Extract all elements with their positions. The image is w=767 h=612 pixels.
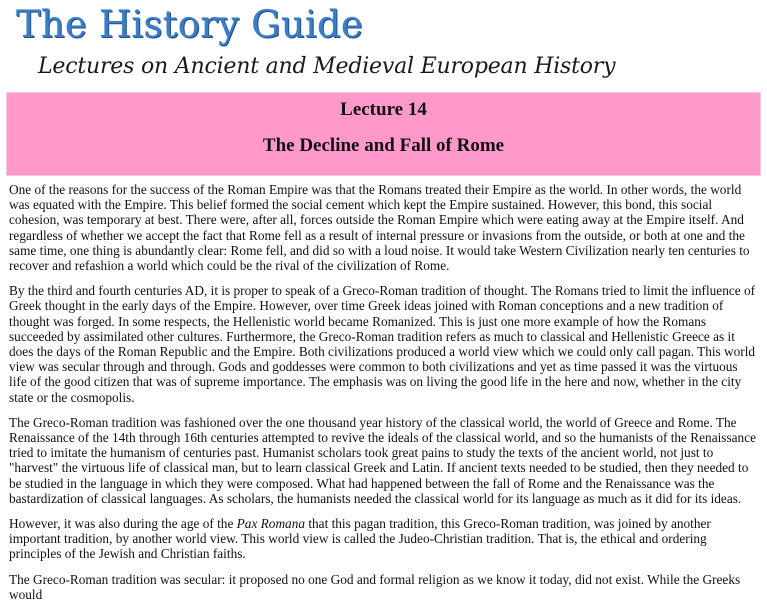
lecture-title-heading: The Decline and Fall of Rome [262,135,505,156]
paragraph-2: By the third and fourth centuries AD, it is proper to speak of a Greco-Roman tradition of thought. The Romans tried to limit the influence of Greek thought in the early days of the Empire. However, over time Greek ideas joined with Roman conceptions and a new tradition of thought was forged. In some respects, the Hellenistic world became Romanized. This is just one more example of how the Romans succeeded by assimilated other cultures. Furthermore, the Greco-Roman tradition refers as much to classical and Hellenistic Greece as it does the days of the Roman Republic and the Empire. Both civilizations produced a world view which we could only call pagan. This world view was secular through and through. Gods and goddesses were common to both civilizations and yet as time passed it was the virtuous life of the good citizen that was of supreme importance. The emphasis was on living the good life in the here and now, whether in the city state or the cosmopolis. [9,283,756,405]
paragraph-1: One of the reasons for the success of the Roman Empire was that the Romans treated their Empire as the world. In other words, the world was equated with the Empire. This belief formed the social cement which kept the Empire sustained. However, this bond, this social cohesion, was temporary at best. There were, after all, forces outside the Roman Empire which were eating away at the Empire itself. And regardless of whether we accept the fact that Rome fell as a result of internal pressure or invasions from the outside, or both at one and the same time, one thing is abundantly clear: Rome fell, and did so with a loud noise. It would take Western Civilization nearly ten centuries to recover and refashion a world which could be the rival of the civilization of Rome. [9,182,750,274]
lecture-number-heading: Lecture 14 [340,99,427,120]
paragraph-4-text-after: that this pagan tradition, this Greco-Roman tradition, was joined by another important tradition, by another world view. This world view is called the Judeo-Christian tradition. That is, the ethical and ordering principles of the Jewish and Christian faiths. [9,516,711,562]
site-masthead [0,0,767,88]
lecture-body [9,182,757,612]
paragraph-4 [9,516,757,562]
site-logo-title[interactable]: The History Guide [16,3,363,46]
site-logo-subtitle: Lectures on Ancient and Medieval European History [38,54,616,79]
paragraph-5: The Greco-Roman tradition was secular: it proposed no one God and formal religion as we know it today, did not exist. While the Greeks would [9,571,741,602]
pax-romana-emphasis: Pax Romana [236,516,305,532]
lecture-banner [6,92,761,176]
paragraph-4-text-before: However, it was also during the age of the [9,516,237,532]
paragraph-3: The Greco-Roman tradition was fashioned over the one thousand year history of the classical world, the world of Greece and Rome. The Renaissance of the 14th through 16th centuries attempted to revive the ideals of the classical world, and so the humanists of the Renaissance tried to imitate the humanism of centuries past. Humanist scholars took great pains to study the texts of the ancient world, not just to "harvest" the virtuous life of classical man, but to learn classical Greek and Latin. If ancient texts needed to be studied, then they needed to be studied in the language in which they were composed. What had happened between the fall of Rome and the Renaissance was the bastardization of classical languages. As scholars, the humanists needed the classical world for its language as much as it did for its ideas. [9,414,757,506]
